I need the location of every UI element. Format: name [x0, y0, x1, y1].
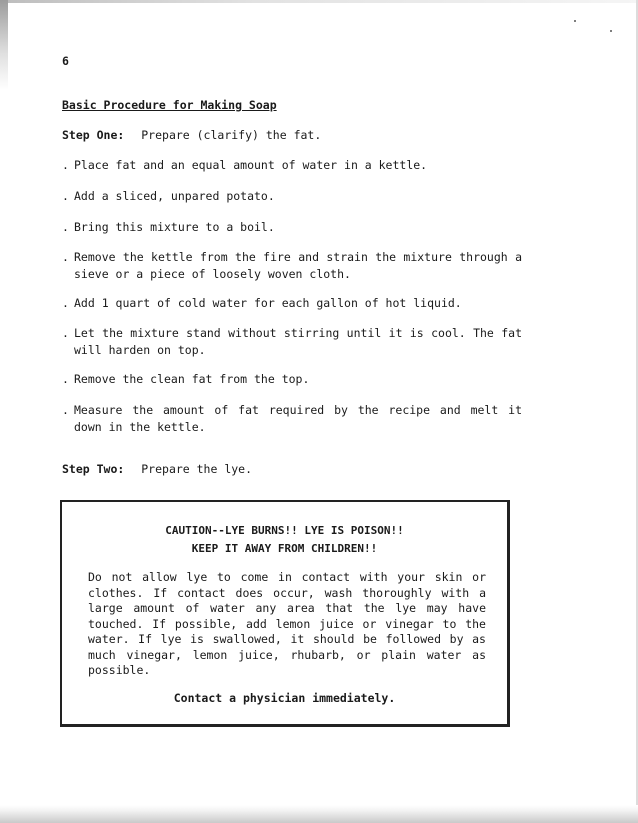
bullet-marker: . — [62, 250, 69, 264]
caution-contact: Contact a physician immediately. — [173, 691, 396, 705]
step-two-label: Step Two: — [62, 462, 125, 476]
bullet-marker: . — [62, 158, 69, 172]
caution-title — [62, 522, 507, 558]
bullet-marker: . — [62, 326, 69, 340]
step-one-label: Step One: — [62, 128, 125, 142]
bullet-marker: . — [62, 296, 69, 310]
scan-edge-left — [0, 0, 8, 90]
bullet-text: Add 1 quart of cold water for each gallon of hot liquid. — [74, 296, 462, 310]
bullet-marker: . — [62, 220, 69, 234]
bullet-item — [62, 249, 522, 283]
bullet-item — [62, 325, 522, 359]
bullet-item — [62, 188, 522, 205]
bullet-item — [62, 371, 522, 388]
bullet-text: Remove the kettle from the fire and strain the mixture through a sieve or a piece of loosely woven cloth. — [74, 250, 522, 281]
bullet-item — [62, 402, 522, 436]
bullet-marker: . — [62, 403, 69, 417]
bullet-text: Add a sliced, unpared potato. — [74, 189, 275, 203]
section-heading: Basic Procedure for Making Soap — [62, 98, 277, 112]
bullet-item — [62, 295, 522, 312]
bullet-item — [62, 219, 522, 236]
caution-body: Do not allow lye to come in contact with your skin or clothes. If contact does occur, wash thoroughly with a large amount of water any area that the lye may have touched. If possible, add lemon juice or vinegar to the water. If lye is swallowed, it should be followed by as much vinegar, lemon juice, rhubarb, or plain water as possible. — [88, 570, 486, 677]
step-two-text: Prepare the lye. — [141, 462, 253, 476]
scan-edge-top — [0, 0, 638, 3]
caution-title-line: CAUTION--LYE BURNS!! LYE IS POISON!! — [165, 524, 404, 537]
scan-speck — [610, 30, 612, 32]
bullet-text: Bring this mixture to a boil. — [74, 220, 275, 234]
bullet-text: Place fat and an equal amount of water in a kettle. — [74, 158, 428, 172]
scan-edge-bottom — [0, 805, 638, 823]
step-two — [62, 462, 252, 476]
page-number: 6 — [62, 54, 69, 68]
bullet-text: Measure the amount of fat required by the recipe and melt it down in the kettle. — [74, 403, 522, 434]
bullet-marker: . — [62, 372, 69, 386]
caution-title-line: KEEP IT AWAY FROM CHILDREN!! — [191, 542, 378, 555]
step-one — [62, 128, 321, 142]
bullet-item — [62, 157, 522, 174]
scan-speck — [574, 20, 576, 22]
step-one-text: Prepare (clarify) the fat. — [141, 128, 322, 142]
bullet-text: Let the mixture stand without stirring until it is cool. The fat will harden on top. — [74, 326, 522, 357]
bullet-marker: . — [62, 189, 69, 203]
bullet-text: Remove the clean fat from the top. — [74, 372, 310, 386]
caution-box — [60, 500, 510, 727]
